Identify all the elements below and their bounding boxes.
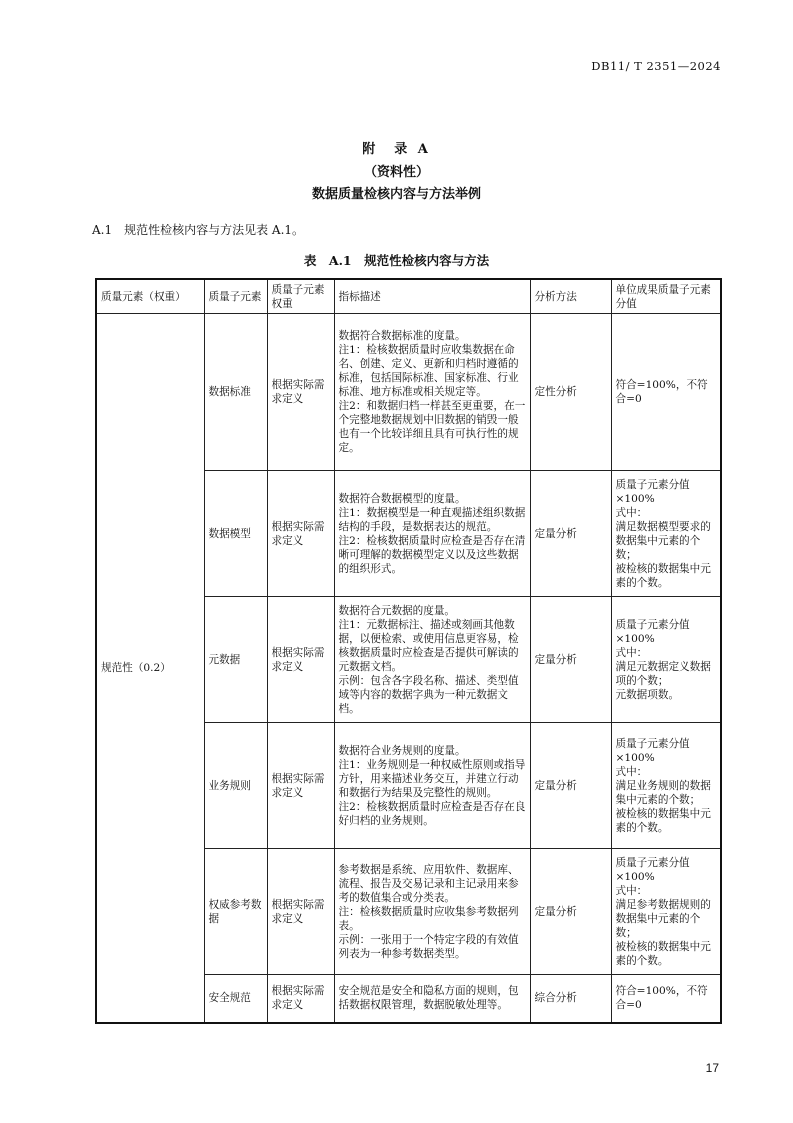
method-cell: 定量分析 <box>530 597 611 723</box>
cell-line: 参考数据是系统、应用软件、数据库、流程、报告及交易记录和主记录用来参考的数值集合或分类表。 <box>338 863 519 904</box>
annex-title: 附 录 A <box>362 142 431 157</box>
cell-line: 注：检核数据质量时应收集参考数据列表。 <box>338 905 519 932</box>
header-sub-weight: 质量子元素权重 <box>267 279 334 314</box>
cell-line: 被检核的数据集中元素的个数。 <box>615 562 711 589</box>
cell-line: 质量子元素分值×100% <box>615 478 690 505</box>
weight-cell: 根据实际需求定义 <box>267 314 334 471</box>
cell-line: 注1：数据模型是一种直观描述组织数据结构的手段，是数据表达的规范。 <box>338 506 526 533</box>
annex-heading: 数据质量检核内容与方法举例 <box>311 187 481 202</box>
description-cell <box>334 314 530 471</box>
method-cell: 定性分析 <box>530 314 611 471</box>
sub-element-cell: 元数据 <box>204 597 267 723</box>
header-sub-element: 质量子元素 <box>204 279 267 314</box>
intro-text: A.1 规范性检核内容与方法见表 A.1。 <box>92 223 305 237</box>
method-cell: 定量分析 <box>530 723 611 849</box>
cell-line: 元数据项数。 <box>615 688 680 701</box>
header-element: 质量元素（权重） <box>96 279 204 314</box>
cell-line: 示例：包含各字段名称、描述、类型值域等内容的数据字典为一种元数据文档。 <box>338 674 519 715</box>
header-method: 分析方法 <box>530 279 611 314</box>
sub-element-cell: 业务规则 <box>204 723 267 849</box>
cell-line: 注2：和数据归档一样甚至更重要，在一个完整地数据规划中旧数据的销毁一般也有一个比较详细且具有可执行性的规定。 <box>338 400 526 454</box>
cell-line: 质量子元素分值×100% <box>615 737 690 764</box>
cell-line: 式中： <box>615 506 648 519</box>
cell-line: 注1：检核数据质量时应收集数据在命名、创建、定义、更新和归档时遵循的标准，包括国际标准、国家标准、行业标准、地方标准或相关规定等。 <box>338 344 519 398</box>
cell-line: 数据符合元数据的度量。 <box>338 604 456 617</box>
sub-element-cell: 数据模型 <box>204 471 267 597</box>
weight-cell: 根据实际需求定义 <box>267 849 334 975</box>
cell-line: 注2：检核数据质量时应检查是否存在良好归档的业务规则。 <box>338 800 526 827</box>
cell-line: 注1：业务规则是一种权威性原则或指导方针，用来描述业务交互，并建立行动和数据行为结果及完整性的规则。 <box>338 758 526 799</box>
weight-cell: 根据实际需求定义 <box>267 471 334 597</box>
description-cell <box>334 597 530 723</box>
score-cell <box>611 975 721 1023</box>
cell-line: 符合=100%，不符合=0 <box>615 379 708 405</box>
method-cell: 综合分析 <box>530 975 611 1023</box>
cell-line: 数据符合数据模型的度量。 <box>338 492 466 505</box>
cell-line: 式中： <box>615 646 648 659</box>
score-cell <box>611 597 721 723</box>
weight-cell: 根据实际需求定义 <box>267 723 334 849</box>
header-indicator: 指标描述 <box>334 279 530 314</box>
element-cell: 规范性（0.2） <box>96 314 204 1023</box>
table-caption: 表 A.1 规范性检核内容与方法 <box>303 253 490 268</box>
method-cell: 定量分析 <box>530 849 611 975</box>
inspection-table <box>95 278 722 1024</box>
cell-line: 满足参考数据规则的数据集中元素的个数； <box>615 898 711 939</box>
cell-line: 注2：检核数据质量时应检查是否存在清晰可理解的数据模型定义以及这些数据的组织形式。 <box>338 534 526 575</box>
cell-line: 安全规范是安全和隐私方面的规则，包括数据权限管理，数据脱敏处理等。 <box>338 985 519 1012</box>
page-number: 17 <box>705 1061 719 1075</box>
sub-element-cell: 权威参考数据 <box>204 849 267 975</box>
description-cell <box>334 723 530 849</box>
annex-type: （资料性） <box>363 165 429 180</box>
description-cell <box>334 849 530 975</box>
weight-cell: 根据实际需求定义 <box>267 975 334 1023</box>
score-cell <box>611 849 721 975</box>
sub-element-cell: 安全规范 <box>204 975 267 1023</box>
cell-line: 示例：一张用于一个特定字段的有效值列表为一种参考数据类型。 <box>338 933 519 960</box>
cell-line: 数据符合数据标准的度量。 <box>338 330 466 342</box>
cell-line: 式中： <box>615 884 648 897</box>
cell-line: 式中： <box>615 765 648 778</box>
cell-line: 满足元数据定义数据项的个数； <box>615 660 711 687</box>
cell-line: 注1：元数据标注、描述或刻画其他数据，以便检索、或使用信息更容易，检核数据质量时应检查是否提供可解读的元数据文档。 <box>338 618 519 673</box>
table-row <box>96 314 721 471</box>
cell-line: 满足数据模型要求的数据集中元素的个数； <box>615 520 711 561</box>
score-cell <box>611 471 721 597</box>
cell-line: 符合=100%，不符合=0 <box>615 985 708 1012</box>
cell-line: 数据符合业务规则的度量。 <box>338 744 466 757</box>
cell-line: 满足业务规则的数据集中元素的个数； <box>615 779 711 806</box>
cell-line: 质量子元素分值×100% <box>615 618 690 645</box>
score-cell <box>611 314 721 471</box>
description-cell <box>334 471 530 597</box>
header-score: 单位成果质量子元素分值 <box>611 279 721 314</box>
cell-line: 被检核的数据集中元素的个数。 <box>615 807 711 834</box>
sub-element-cell: 数据标准 <box>204 314 267 471</box>
cell-line: 质量子元素分值×100% <box>615 856 690 883</box>
score-cell <box>611 723 721 849</box>
cell-line: 被检核的数据集中元素的个数。 <box>615 940 711 967</box>
method-cell: 定量分析 <box>530 471 611 597</box>
table-header-row <box>96 279 721 314</box>
weight-cell: 根据实际需求定义 <box>267 597 334 723</box>
standard-code: DB11/ T 2351—2024 <box>591 59 721 73</box>
description-cell <box>334 975 530 1023</box>
